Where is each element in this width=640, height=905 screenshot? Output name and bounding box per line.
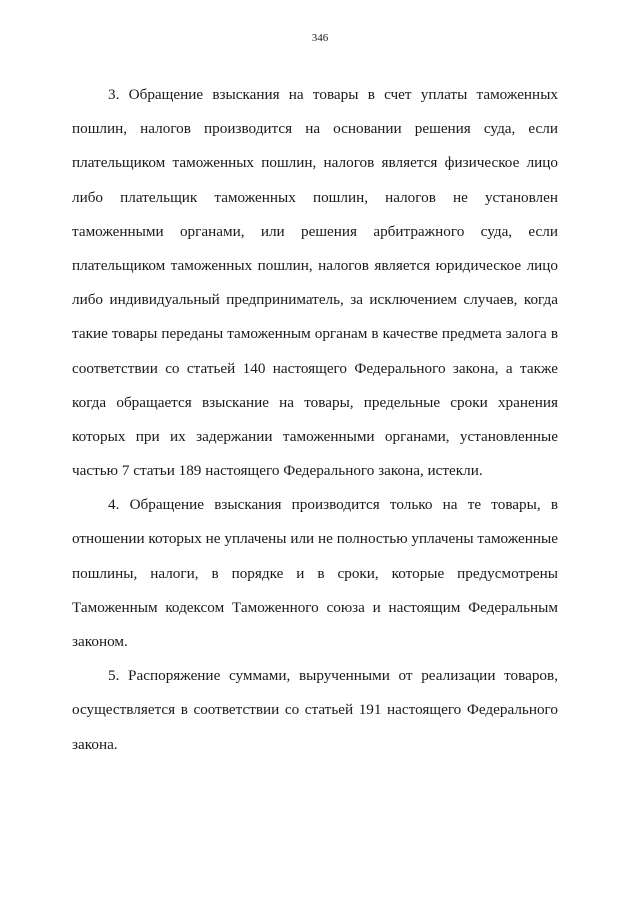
text-line: осуществляется в соответствии со статьей 191 настоящего Федерального (72, 701, 558, 719)
document-body (72, 84, 558, 768)
text-line: пошлин, налогов производится на основании решения суда, если (72, 120, 558, 138)
text-line: либо плательщик таможенных пошлин, налогов не установлен (72, 188, 558, 206)
paragraph-3 (72, 84, 558, 494)
page-number: 346 (311, 32, 329, 44)
text-line: законом. (72, 633, 128, 650)
text-line: 3. Обращение взыскания на товары в счет уплаты таможенных (108, 86, 558, 103)
text-line: соответствии со статьей 140 настоящего Федерального закона, а также (72, 359, 558, 377)
text-line: закона. (72, 735, 118, 753)
paragraph-4 (72, 494, 558, 665)
text-line: 4. Обращение взыскания производится только на те товары, в (108, 496, 558, 514)
text-line: плательщиком таможенных пошлин, налогов является юридическое лицо (72, 256, 558, 274)
text-line: отношении которых не уплачены или не полностью уплачены таможенные (72, 530, 558, 548)
text-line: пошлины, налоги, в порядке и в сроки, которые предусмотрены (72, 564, 558, 582)
text-line: такие товары переданы таможенным органам в качестве предмета залога в (72, 325, 558, 343)
text-line: частью 7 статьи 189 настоящего Федерального закона, истекли. (72, 462, 483, 480)
text-line: которых при их задержании таможенными органами, установленные (72, 427, 558, 445)
text-line: таможенными органами, или решения арбитражного суда, если (72, 222, 558, 240)
text-line: плательщиком таможенных пошлин, налогов является физическое лицо (72, 154, 558, 172)
paragraph-5 (72, 665, 558, 768)
text-line: либо индивидуальный предприниматель, за исключением случаев, когда (72, 291, 558, 309)
text-line: 5. Распоряжение суммами, вырученными от реализации товаров, (108, 667, 558, 685)
text-line: Таможенным кодексом Таможенного союза и настоящим Федеральным (72, 598, 558, 616)
text-line: когда обращается взыскание на товары, предельные сроки хранения (72, 393, 558, 411)
